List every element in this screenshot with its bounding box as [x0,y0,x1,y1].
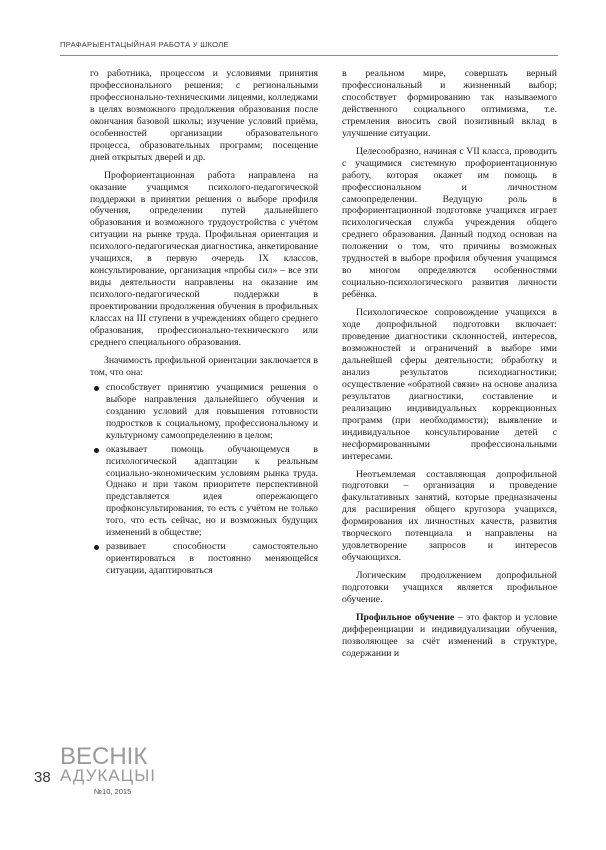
issue-number: №10, 2015 [94,787,132,796]
paragraph: го работника, процессом и условиями принятия профессионального решения; с региональными профессионально-техническими лицеями, колледжами в целях возможного продолжения образования после окончания базовой школы; изучение условий приёма, особенностей организации образовательного процесса, образовательных программ; посещение дней открытых дверей и др. [90,68,318,163]
term-bold: Профильное обучение [356,611,455,623]
paragraph: в реальном мире, совершать верный профессиональный и жизненный выбор; способствует формированию так называемого действенного социального оптимизма, т.е. стремления вносить свой позитивный вклад в улучшение ситуации. [342,68,557,139]
running-head: ПРАФАРЫЕНТАЦЫЙНАЯ РАБОТА У ШКОЛЕ [60,40,229,49]
journal-logo-line1: ВЕСНІК [60,743,148,770]
paragraph: Логическим продолжением допрофильной подготовки учащихся является профильное обучение. [342,570,557,606]
page-number: 38 [34,769,51,786]
list-item: оказывает помощь обучающемуся в психологической адаптации к реальным социально-экономическим условиям рынка труда. Однако и при таком приоритете перспективной представляется идея опережающего профконсультирования, то есть с учётом не только того, что есть сейчас, но и возможных будущих изменений в обществе; [90,444,318,540]
paragraph: Целесообразно, начиная с VII класса, проводить с учащимися системную профориентационную работу, которая окажет им помощь в профессиональном и личностном самоопределении. Ведущую роль в профориентационной подготовке учащихся играет психологическая служба учреждения общего среднего образования. Данный подход основан на положении о том, что причины возможных трудностей в выборе профиля обучения учащимся во многом определяются особенностями социально-психологического развития личности ребёнка. [342,145,557,301]
list-item: развивает способности самостоятельно ориентироваться в постоянно меняющейся ситуации, адаптироваться [90,541,318,577]
list-item: способствует принятию учащимися решения о выборе направления дальнейшего обучения и созданию условий для повышения готовности подростков к социальному, профессиональному и культурному самоопределению в целом; [90,382,318,442]
paragraph [342,612,557,660]
header-rule [60,55,558,56]
left-column [90,68,318,579]
paragraph: Психологическое сопровождение учащихся в ходе допрофильной подготовки включает: проведение диагностики склонностей, интересов, возможностей и ограничений в выборе ими дальнейшей сферы деятельности; обработку и анализ результатов психодиагностики; осуществление «обратной связи» на основе анализа результатов диагностики, составление и реализацию индивидуальных коррекционных программ (при необходимости); выявление и индивидуальное консультирование детей с несформированными профессиональными интересами. [342,307,557,462]
paragraph: Значимость профильной ориентации заключается в том, что она: [90,354,318,378]
journal-logo-line2: АДУКАЦЫІ [60,766,156,785]
right-column [342,68,557,660]
bullet-list [90,382,318,577]
paragraph: Профориентационная работа направлена на оказание учащимся психолого-педагогической поддержки в принятии решения о выборе профиля обучения, определении путей дальнейшего образования и возможного трудоустройства с учётом ситуации на рынке труда. Профильная ориентация и психолого-педагогическая диагностика, анкетирование учащихся, в первую очередь IX классов, консультирование, организация «пробы сил» – все эти виды деятельности направлены на оказание им психолого-педагогической поддержки в проектировании продолжения обучения в профильных классах на III ступени в учреждениях общего среднего образования, профессионально-технического или среднего специального образования. [90,169,318,348]
paragraph: Неотъемлемая составляющая допрофильной подготовки – организация и проведение факультативных занятий, которые предназначены для расширения общего кругозора учащихся, формирования их личностных качеств, развития творческого потенциала и направлены на удовлетворение запросов и интересов обучающихся. [342,468,557,564]
term-definition: – это фактор и условие дифференциации и индивидуализации обучения, позволяющее за счёт изменений в структуре, содержании и [342,611,557,659]
